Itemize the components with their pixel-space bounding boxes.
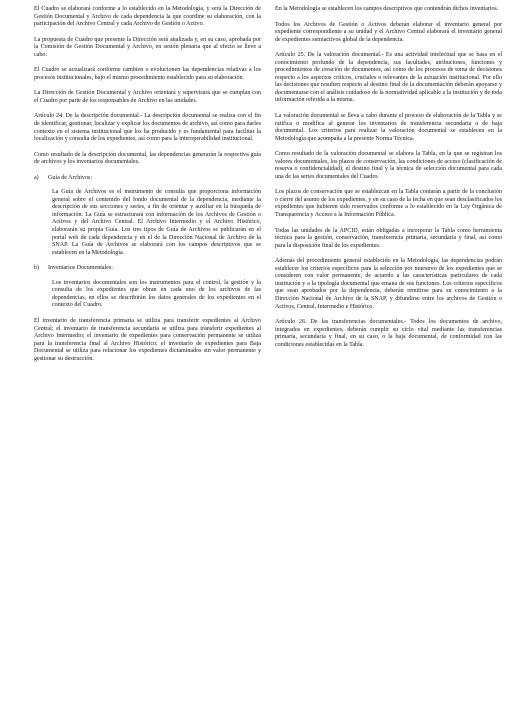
paragraph-plazos-conservacion: Los plazos de conservación que se establezcan en la Tabla contarán a partir de la conclusión o cierre del asunto de los expedientes, y en su caso de la fecha en que sean desclasificados los expedientes que hubieren sido reservados conforme a lo establecido en la Ley Orgánica de Transparencia y Acceso a la Información Pública. (275, 189, 502, 219)
paragraph-inventario-general: Todos los Archivos de Gestión o Activos deberán elaborar el inventario general por expediente correspondiente a su unidad y el Archivo Central elaborará el inventario general de expedientes semiactivos global de la dependencia. (275, 21, 502, 43)
list-item-title: Guía de Archivos: (48, 174, 92, 181)
paragraph-cuadro-actualizacion: El Cuadro se actualizará conforme cambien o evolucionen las dependencias relativas a los procesos institucionales, bajo el mismo procedimiento establecido para su elaboración. (34, 67, 261, 81)
list-marker: b) (34, 265, 40, 272)
right-column (275, 6, 502, 716)
paragraph-articulo-26: Artículo 26. De las transferencias documentales.- Todos los documentos de archivo, integrados en expedientes, deberán cumplir su ciclo vital mediante las transferencias primaria, secundaria y final, en su caso, o la baja documental, de conformidad con las condiciones establecidas en la Tabla. (275, 319, 502, 348)
paragraph-guia-archivos: La Guía de Archivos es el instrumento de consulta que proporciona información general sobre el contenido del fondo documental de la dependencia, mediante la descripción de sus secciones y series, a fin de orientar y auxiliar en la búsqueda de información. La Guía se estructurará con información de los Archivos de Gestión o Activos y del Archivo Central. El Archivo Intermedio y el Archivo Histórico, elaborarán su propia Guía. Los tres tipos de Guía de Archivos se publicarán en el portal web de cada dependencia y en el de la Dirección Nacional de Archivo de la SNAP. La Guía de Archivos se elaborará con los campos descriptivos que se establecen en la Metodología. (52, 189, 261, 256)
list-item-title: Inventarios Documentales: (48, 265, 113, 272)
paragraph-resultado-valoracion: Como resultado de la valoración documental se elabora la Tabla, en la que se registran los valores documentales, los plazos de conservación, las condiciones de acceso (clasificación de reserva o confidencialidad), el destino final y la técnica de selección documental para cada una de las series documentales del Cuadro. (275, 151, 502, 180)
paragraph-inventario-transferencia: El inventario de transferencia primaria se utiliza para transferir expedientes al Archivo Central; el inventario de transferencia secundaria se utiliza para transferir expedientes al Archivo Intermedio; el inventario de expedientes para conservación permanente se utiliza para la transferencia final al Archivo Histórico; el inventario de expedientes para Baja Documental se utiliza para relacionar los expedientes dictaminados sin valor permanente y gestionar su destrucción. (34, 317, 261, 362)
paragraph-criterios-seleccion: Además del procedimiento general establecido en la Metodología, las dependencias podrán establecer los criterios específicos para la selección por muestreo de los expedientes que se consideren con valor permanente, de acuerdo a las características particulares de cada institución y a la tipología documental que emana de sus funciones. Los criterios específicos que sean aprobados por la dependencia, deberán remitirse para su conocimiento a la Dirección Nacional de Archivo de la SNAP, y difundirse entre los archivos de Gestión o Activos, Central, Intermedio e Histórico. (275, 258, 502, 310)
list-item-guia-archivos (34, 175, 261, 183)
paragraph-articulo-24: Artículo 24. De la descripción documental.- La descripción documental se realiza con el fin de identificar, gestionar, localizar y explicar los documentos de archivo, así como para darles contexto en el sistema institucional que los ha producido y es fundamental para facilitar la localización y consulta de los expedientes, así como para la interoperabilidad institucional. (34, 113, 261, 143)
paragraph-inventarios: Los inventarios documentales son los instrumentos para el control, la gestión y la consulta de los expedientes que obran en cada uno de los archivos de las dependencias, en ellos se describirán los datos generales de los expedientes en el contexto del Cuadro. (52, 279, 261, 309)
paragraph-articulo-25: Artículo 25. De la valoración documental.- Es una actividad intelectual que se basa en el conocimiento profundo de la dependencia, sus facultades, atribuciones, funciones y procedimientos de creación de documentos, así como de los procesos de toma de decisiones respecto a los aspectos críticos, cruciales o relevantes de la actuación institucional. Por ello las decisiones que resulten respecto al destino final de la documentación deberán apoyarse y documentarse con el análisis cuidadoso de la normatividad aplicable a la institución y de toda información referida a la misma. (275, 52, 502, 104)
paragraph-metodologia-campos: En la Metodología se establecen los campos descriptivos que contendrán dichos inventarios. (275, 6, 499, 12)
paragraph-cuadro-elaboracion: El Cuadro se elaborará conforme a lo establecido en la Metodología, y será la Dirección de Gestión Documental y Archivo de cada dependencia la que coordine su elaboración, con la participación del Archivo Central y cada Archivo de Gestión o Activo. (34, 6, 261, 28)
left-column (34, 6, 261, 716)
paragraph-unidades-apcid: Todas las unidades de la APCID, están obligadas a incorporar la Tabla como herramienta técnica para la gestión, conservación, transferencia primaria, secundaria y final, así como para la disposición final de los expedientes. (275, 227, 502, 249)
list-item-inventarios (34, 265, 261, 273)
paragraph-resultado-descripcion: Como resultado de la descripción documental, las dependencias generarán la respectiva guía de archivos y los inventarios documentales. (34, 151, 261, 166)
paragraph-cuadro-aprobacion: La propuesta de Cuadro que presente la Dirección será analizada y, en su caso, aprobada por la Comisión de Gestión Documental y Archivo, en sesión plenaria que al efecto se lleve a cabo. (34, 36, 261, 58)
paragraph-valoracion-proceso: La valoración documental se lleva a cabo durante el proceso de elaboración de la Tabla y se ratifica o modifica al generar los inventarios de transferencia secundaria o de baja documental. Los criterios para realizar la valoración documental se establecen en la Metodología que acompaña a la presente Norma Técnica. (275, 113, 502, 142)
list-marker: a) (34, 174, 39, 181)
paragraph-cuadro-supervision: La Dirección de Gestión Documental y Archivo orientará y supervisará que se cumplan con el Cuadro por parte de los responsables de Archivo en las unidades. (34, 90, 261, 104)
